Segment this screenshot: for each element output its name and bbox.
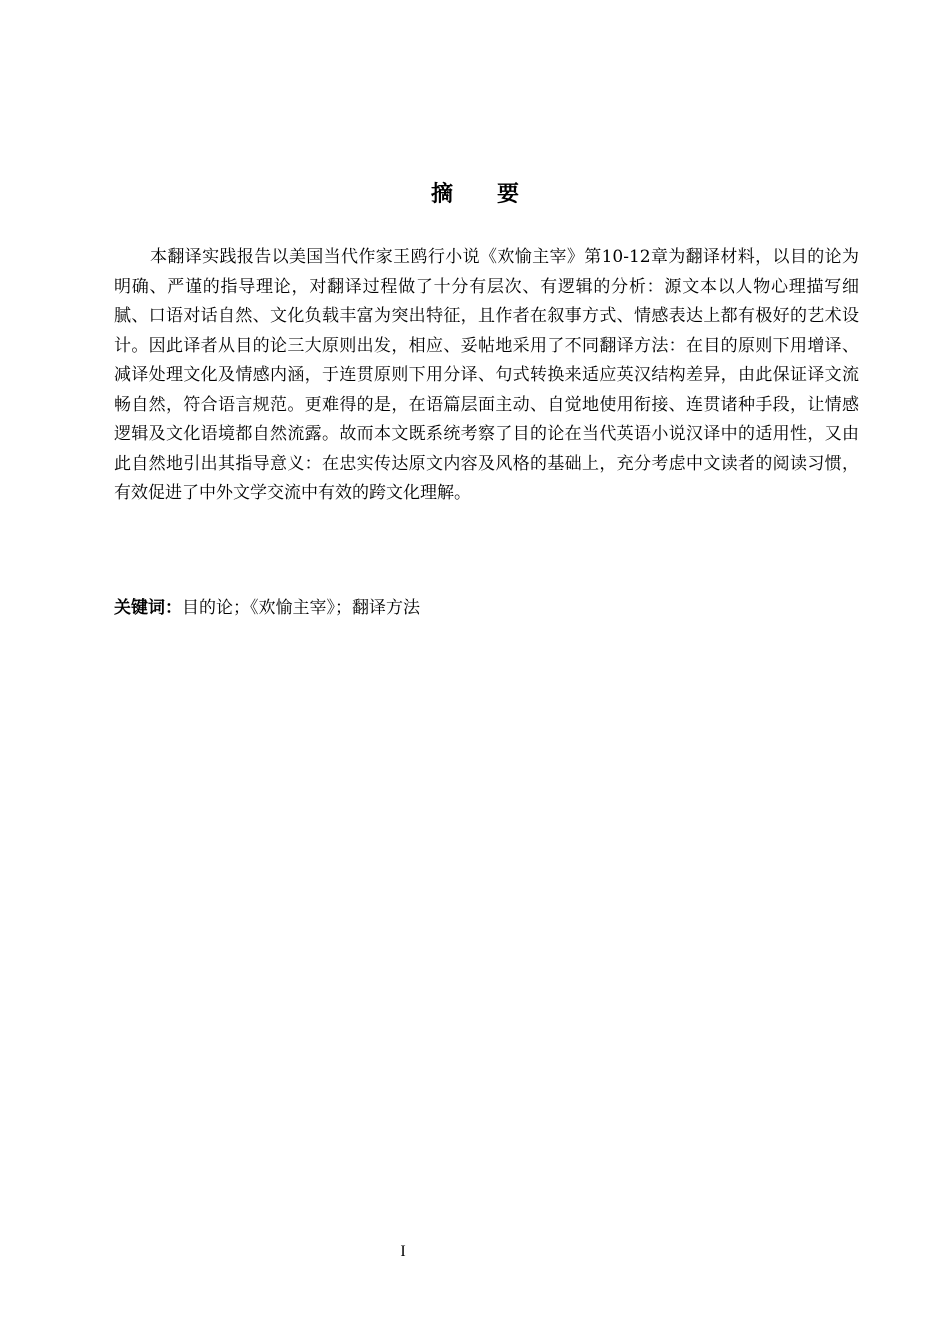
abstract-title: 摘要 (430, 182, 563, 207)
keywords-label: 关键词： (114, 598, 182, 618)
abstract-paragraph: 本翻译实践报告以美国当代作家王鸥行小说《欢愉主宰》第10-12章为翻译材料，以目的论为明确、严谨的指导理论，对翻译过程做了十分有层次、有逻辑的分析：源文本以人物心理描写细腻、口语对话自然、文化负载丰富为突出特征，且作者在叙事方式、情感表达上都有极好的艺术设计。因此译者从目的论三大原则出发，相应、妥帖地采用了不同翻译方法：在目的原则下用增译、减译处理文化及情感内涵，于连贯原则下用分译、句式转换来适应英汉结构差异，由此保证译文流畅自然，符合语言规范。更难得的是，在语篇层面主动、自觉地使用衔接、连贯诸种手段，让情感逻辑及文化语境都自然流露。故而本文既系统考察了目的论在当代英语小说汉译中的适用性，又由此自然地引出其指导意义：在忠实传达原文内容及风格的基础上，充分考虑中文读者的阅读习惯，有效促进了中外文学交流中有效的跨文化理解。 (114, 247, 859, 503)
keywords-line (114, 594, 859, 623)
keywords-text: 目的论；《欢愉主宰》；翻译方法 (182, 598, 420, 618)
page-number: I (400, 1243, 406, 1260)
